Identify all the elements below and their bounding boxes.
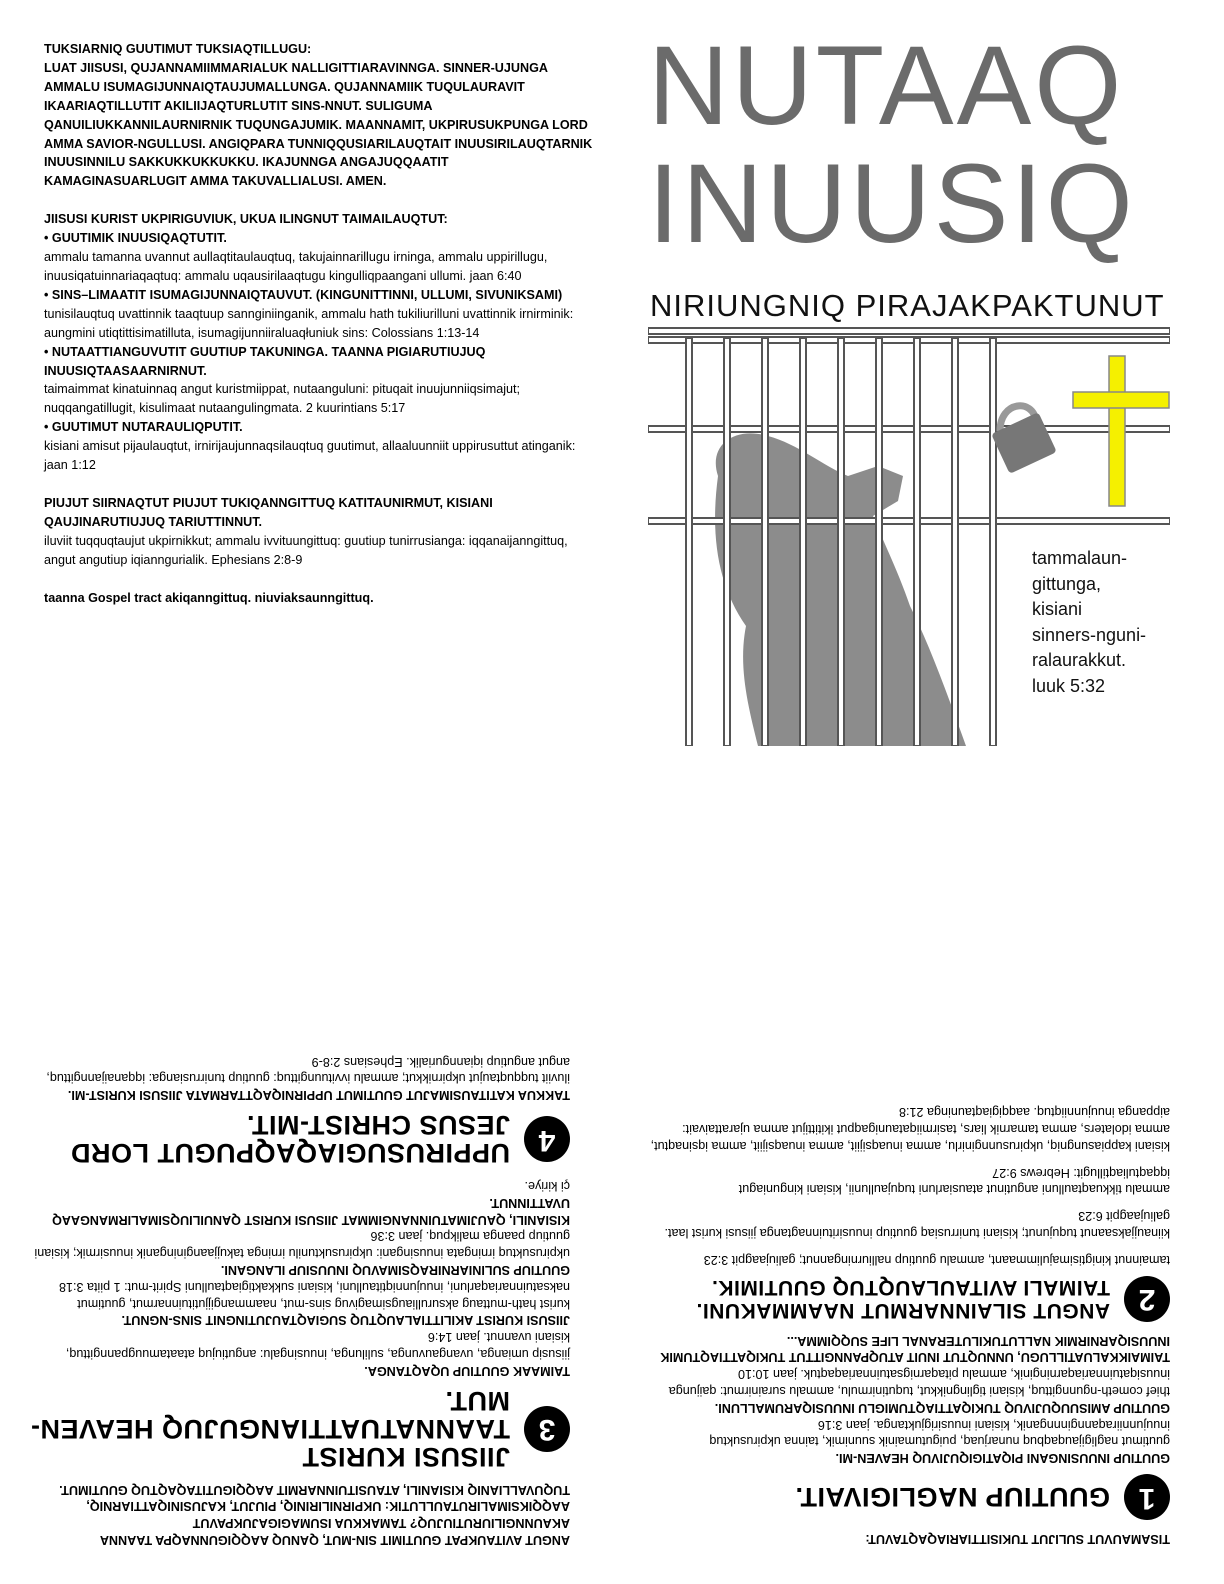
section-number-badge: 1 (1124, 1474, 1170, 1520)
tract-inner-text (44, 40, 594, 607)
promise-text: kisiani amisut pijaulauqtut, irnirijaujunnaqsilauqtuq guutimut, allaaluunniit uppirusuttut atinganik: jaan 1:12 (44, 439, 576, 473)
section-line: KISIANILI, QAUJIMATUINNANGIMMAT JIISUSI KURIST QANUILIUQSIMALIRMANGAAQ UVATTINNUT. (52, 1195, 570, 1227)
section-line: TAKKUA KATITAUSIMAJUT GUUTIMUT UPPIRNIQAQTTARMATA JIISUSI KURIST-MI. (67, 1088, 570, 1103)
panel-sections-3-4 (30, 808, 570, 1548)
section-line: kiinaujjaksaanut tuqujunut; kisiani tunirrusiaq guutiup inuusirituinnagtanga jiisusi kurist laat. galiujaagpit 6:23 (664, 1209, 1170, 1241)
section-line: kisiani kappiasungniq, ukpirusunnginirlu, amma inuaqsijiit, amma inuaqsijiit, amma iqsinaqtut, amma idolaters, amma tamarnik liars, tasirmiiqataunigaqput ikitittijut amma ujarattaivait: aippanga inuujunniiqtuq. aaqqigiaqtauninga 21:8 (650, 1105, 1170, 1153)
verse-line: luuk 5:32 (1032, 675, 1106, 696)
promise-title: • NUTAATTIANGUVUTIT GUUTIUP TAKUNINGA. TAANNA PIGIARUTIUJUQ INUUSIQTAASAARNIRNUT. (44, 344, 486, 378)
section-line: TAIMAIKKALUATILLUGU, UNNUQTUT INUIT ATUQPANNGITTUT TUKIQATTIAQTUMIK INUUSIQARNIRMIK NALLUTUKILUTERANAL LIFE SUQQIMMA... (660, 1333, 1170, 1365)
section-2-header (640, 1276, 1170, 1322)
section-3-header (30, 1387, 570, 1471)
section-line: GUUTIUP SULINIARNIRAQSIMAVUQ INUUSIUP ILANGANI. (220, 1263, 570, 1278)
closing-heading: PIUJUT SIIRNAQTUT PIUJUT TUKIQANNGITTUQ KATITAUNIRMUT, KISIANI QAUJINARUTIUJUQ TARIUTTINNUT. (44, 495, 493, 529)
padlock-icon (991, 406, 1057, 474)
prayer-heading: TUKSIARNIQ GUUTIMUT TUKSIAQTILLUGU: (44, 42, 312, 56)
section-line: TAIMAAK GUUTIUP UQAQTANGA. (364, 1363, 570, 1378)
section-line: ukpirusuktuq irningata inuusingani: ukpirusuktunilu irninga takujjaangininganik inuusirmik; kisiani guutiup paanga malikpuq. jaan 3:36 (34, 1229, 570, 1261)
section-line: çi kiriye. (524, 1179, 570, 1194)
verse-line: tammalaun- (1032, 548, 1128, 568)
section-line: iluviit tuqquqtaujut ukpirnikkut; ammalu ivvituungittuq: guutiup tunirrusianga: iqqanaijanngittuq, angut angutiup iqianngurialik. Ephesians 2:8-9 (46, 1054, 570, 1086)
section-heading: ANGUT SILAINNARMUT NAAMMAKUNI. TAIMALI AVITAULAUQTUQ GUUTIMIK. (696, 1275, 1110, 1322)
panel-intro: TISAMAUVUT SULIJUT TUKISITTIARIAQAQTAVUT: (865, 1532, 1170, 1546)
section-line: GUUTIUP AMISUUQUJIVUQ TUKIQATTIAQTUMIGLU INUUSIQARUMALLUNI. (714, 1400, 1170, 1415)
promise-title: • SINS–LIMAATIT ISUMAGIJUNNAIQTAUVUT. (KINGUNITTINNI, ULLUMI, SIVUNIKSAMI) (44, 287, 563, 302)
promise-title: • GUUTIMUT NUTARAULIQPUTIT. (44, 420, 243, 435)
promise-text: tunisilauqtuq uvattinnik taaqtuup sannginiinganik, ammalu hath tukiliurilluni uvattinnik irnirminik: aungmini utiqtittisimatilluta, isumagijunniiraluaqłuniuk sins: Colossians 1:13-14 (44, 306, 574, 340)
promises-heading: JIISUSI KURIST UKPIRIGUVIUK, UKUA ILINGNUT TAIMAILAUQTUT: (44, 212, 448, 227)
promise-title: • GUUTIMIK INUUSIQAQTUTIT. (44, 231, 227, 246)
verse-line: gittunga, (1032, 573, 1102, 594)
section-number-badge: 3 (524, 1406, 570, 1452)
section-line: ammalu tikkuaqtaulluni angutinut atausiarluni tuqujaullunii, kisiani kinguniagut iqqaqtuliaqtillugit: Hebrews 9:27 (738, 1165, 1170, 1197)
panel-intro: ANGUT AVITAUKPAT GUUTIMIT SIN-MUT, QANUQ AAQQIGUNNAQPA TAANNA AKAUNNGILIURUTIUJUQ? TAMAKKUA ISUMAGIGAJUKPAVUT AAQQIKSIMALIRUTAULLUTIK: UKPIRNILIRINIQ, PIUJUT, KAJUSINIQATTIARNIQ, TUQUVALLIANIQ KISIANILI, ATAUSITUINNARMIT AAQQIGUTITAQAQTUQ GUUTIMUT. (59, 1482, 570, 1547)
section-line: kurist hath-muttaug aksurulliaugsimagivug sins-mut, naammangijjutituinnarmut, guutimut naksatuinnariaqarluni, inuujunniqtitaulluni, kisiani sukkaktigiaqtaulluni Spirit-mut: 1 piita 3:18 (58, 1279, 570, 1311)
verse-line: sinners-nguni- (1032, 624, 1147, 645)
section-line: guutimut nagligijauqaqbuq nunarjuaq, puigutumainik suunimik, tainna ukpirusuktuq inuujunniiraqannginnnganik, kisiani inuusirigjuktanga. jaan 3:16 (709, 1417, 1170, 1449)
section-line: GUUTIUP INUUSINGANI PIQATIGIQUJIVUQ HEAVEN-MI. (835, 1451, 1170, 1466)
promise-text: ammalu tamanna uvannut aullaqtitaulauqtuq, takujainnarillugu irninga, ammalu uppirillugu, inuusiqatuinnariaqaqtuq: ammalu uqausirilaaqtugu kingulliqpaangani ullumi. jaan 6:40 (44, 250, 548, 283)
section-line: thief cometh-ngunngittuq, kisiani tiglingnikkut, tuqutinirmulu, ammalu surainirmut: qaijunga inuusiqatuinnariaqarninginik, ammalu pitaqarnigsatuinnariaqaqtuk. jaan 10:10 (668, 1367, 1170, 1399)
section-line: jiisusip umianga, uvangauvunga, sulilunga, inuusingalu: angutiujuq ataatamuugpanngittuq, kisiani uvannut. jaan 14:6 (65, 1330, 570, 1362)
cover-verse (1032, 546, 1182, 699)
panel-sections-1-2 (640, 812, 1170, 1547)
section-line: JIISUSI KURIST AKILITTIALAUQTUQ SUGIAQTAUJUTINGNIT SINS-NGNUT. (121, 1313, 570, 1328)
cover-subtitle: NIRIUNGNIQ PIRAJAKPAKTUNUT (650, 288, 1165, 323)
prayer-body: LUAT JIISUSI, QUJANNAMIIMMARIALUK NALLIGITTIARAVINNGA. SINNER-UJUNGA AMMALU ISUMAGIJUNNAIQTAUJUMALLUNGA. QUJANNAMIIK TUQULAURAVIT IKAARIAQTILLUTIT AKILIIJAQTURLUTIT SINS-NNUT. SULIGUMA QANUILIUKKANNILAURNIRNIK TUQUNGAJUMIK. MAANNAMIT, UKPIRUSUKPUNGA LORD AMMA SAVIOR-NGULLUSI. ANGIQPARA TUNNIQQUSIARILAUQTAIT INUUSIRILAUQTARNIK INUUSINNILU SAKKUKKUKKUKKU. IKAJUNNGA ANGAJUQQAATIT KAMAGINASUARLUGIT AMMA TAKUVALLIALUSI. AMEN. (44, 60, 593, 189)
closing-text: iluviit tuqquqtaujut ukpirnikkut; ammalu ivvituungittuq: guutiup tunirrusianga: iqqanaijanngittuq, angut angutiup iqianngurialik. Ephesians 2:8-9 (44, 533, 568, 567)
section-number-badge: 4 (524, 1116, 570, 1162)
section-line: tamainnut kinigtisimajulimmaant, ammalu guutiup nalliurningannut; galiujaagpit 3:23 (703, 1252, 1170, 1267)
section-heading: JIISUSI KURIST TAANNATUATTIANGUJUQ HEAVEN-MUT. (30, 1385, 510, 1472)
verse-line: ralaurakkut. (1032, 650, 1127, 670)
section-heading: GUUTIUP NAGLIGIVAIT. (794, 1482, 1110, 1513)
cover-title-line1: NUTAAQ (648, 23, 1125, 148)
verse-line: kisiani (1032, 599, 1083, 619)
cover-title-line2: INUUSIQ (648, 141, 1136, 266)
section-number-badge: 2 (1124, 1276, 1170, 1322)
promise-text: taimaimmat kinatuinnaq angut kuristmiippat, nutaanguluni: pituqait inuujunniiqsimajut; nuqqangatillugit, kisulimaat nutaangulingmata. 2 kuurintians 5:17 (44, 382, 521, 416)
section-1-header (640, 1474, 1170, 1520)
section-heading: UPPIRUSUGIAQAQPUGUT LORD JESUS CHRIST-MIT. (70, 1110, 510, 1169)
section-4-header (30, 1111, 570, 1167)
footer-note: taanna Gospel tract akiqanngittuq. niuviaksaunngittuq. (44, 590, 374, 605)
